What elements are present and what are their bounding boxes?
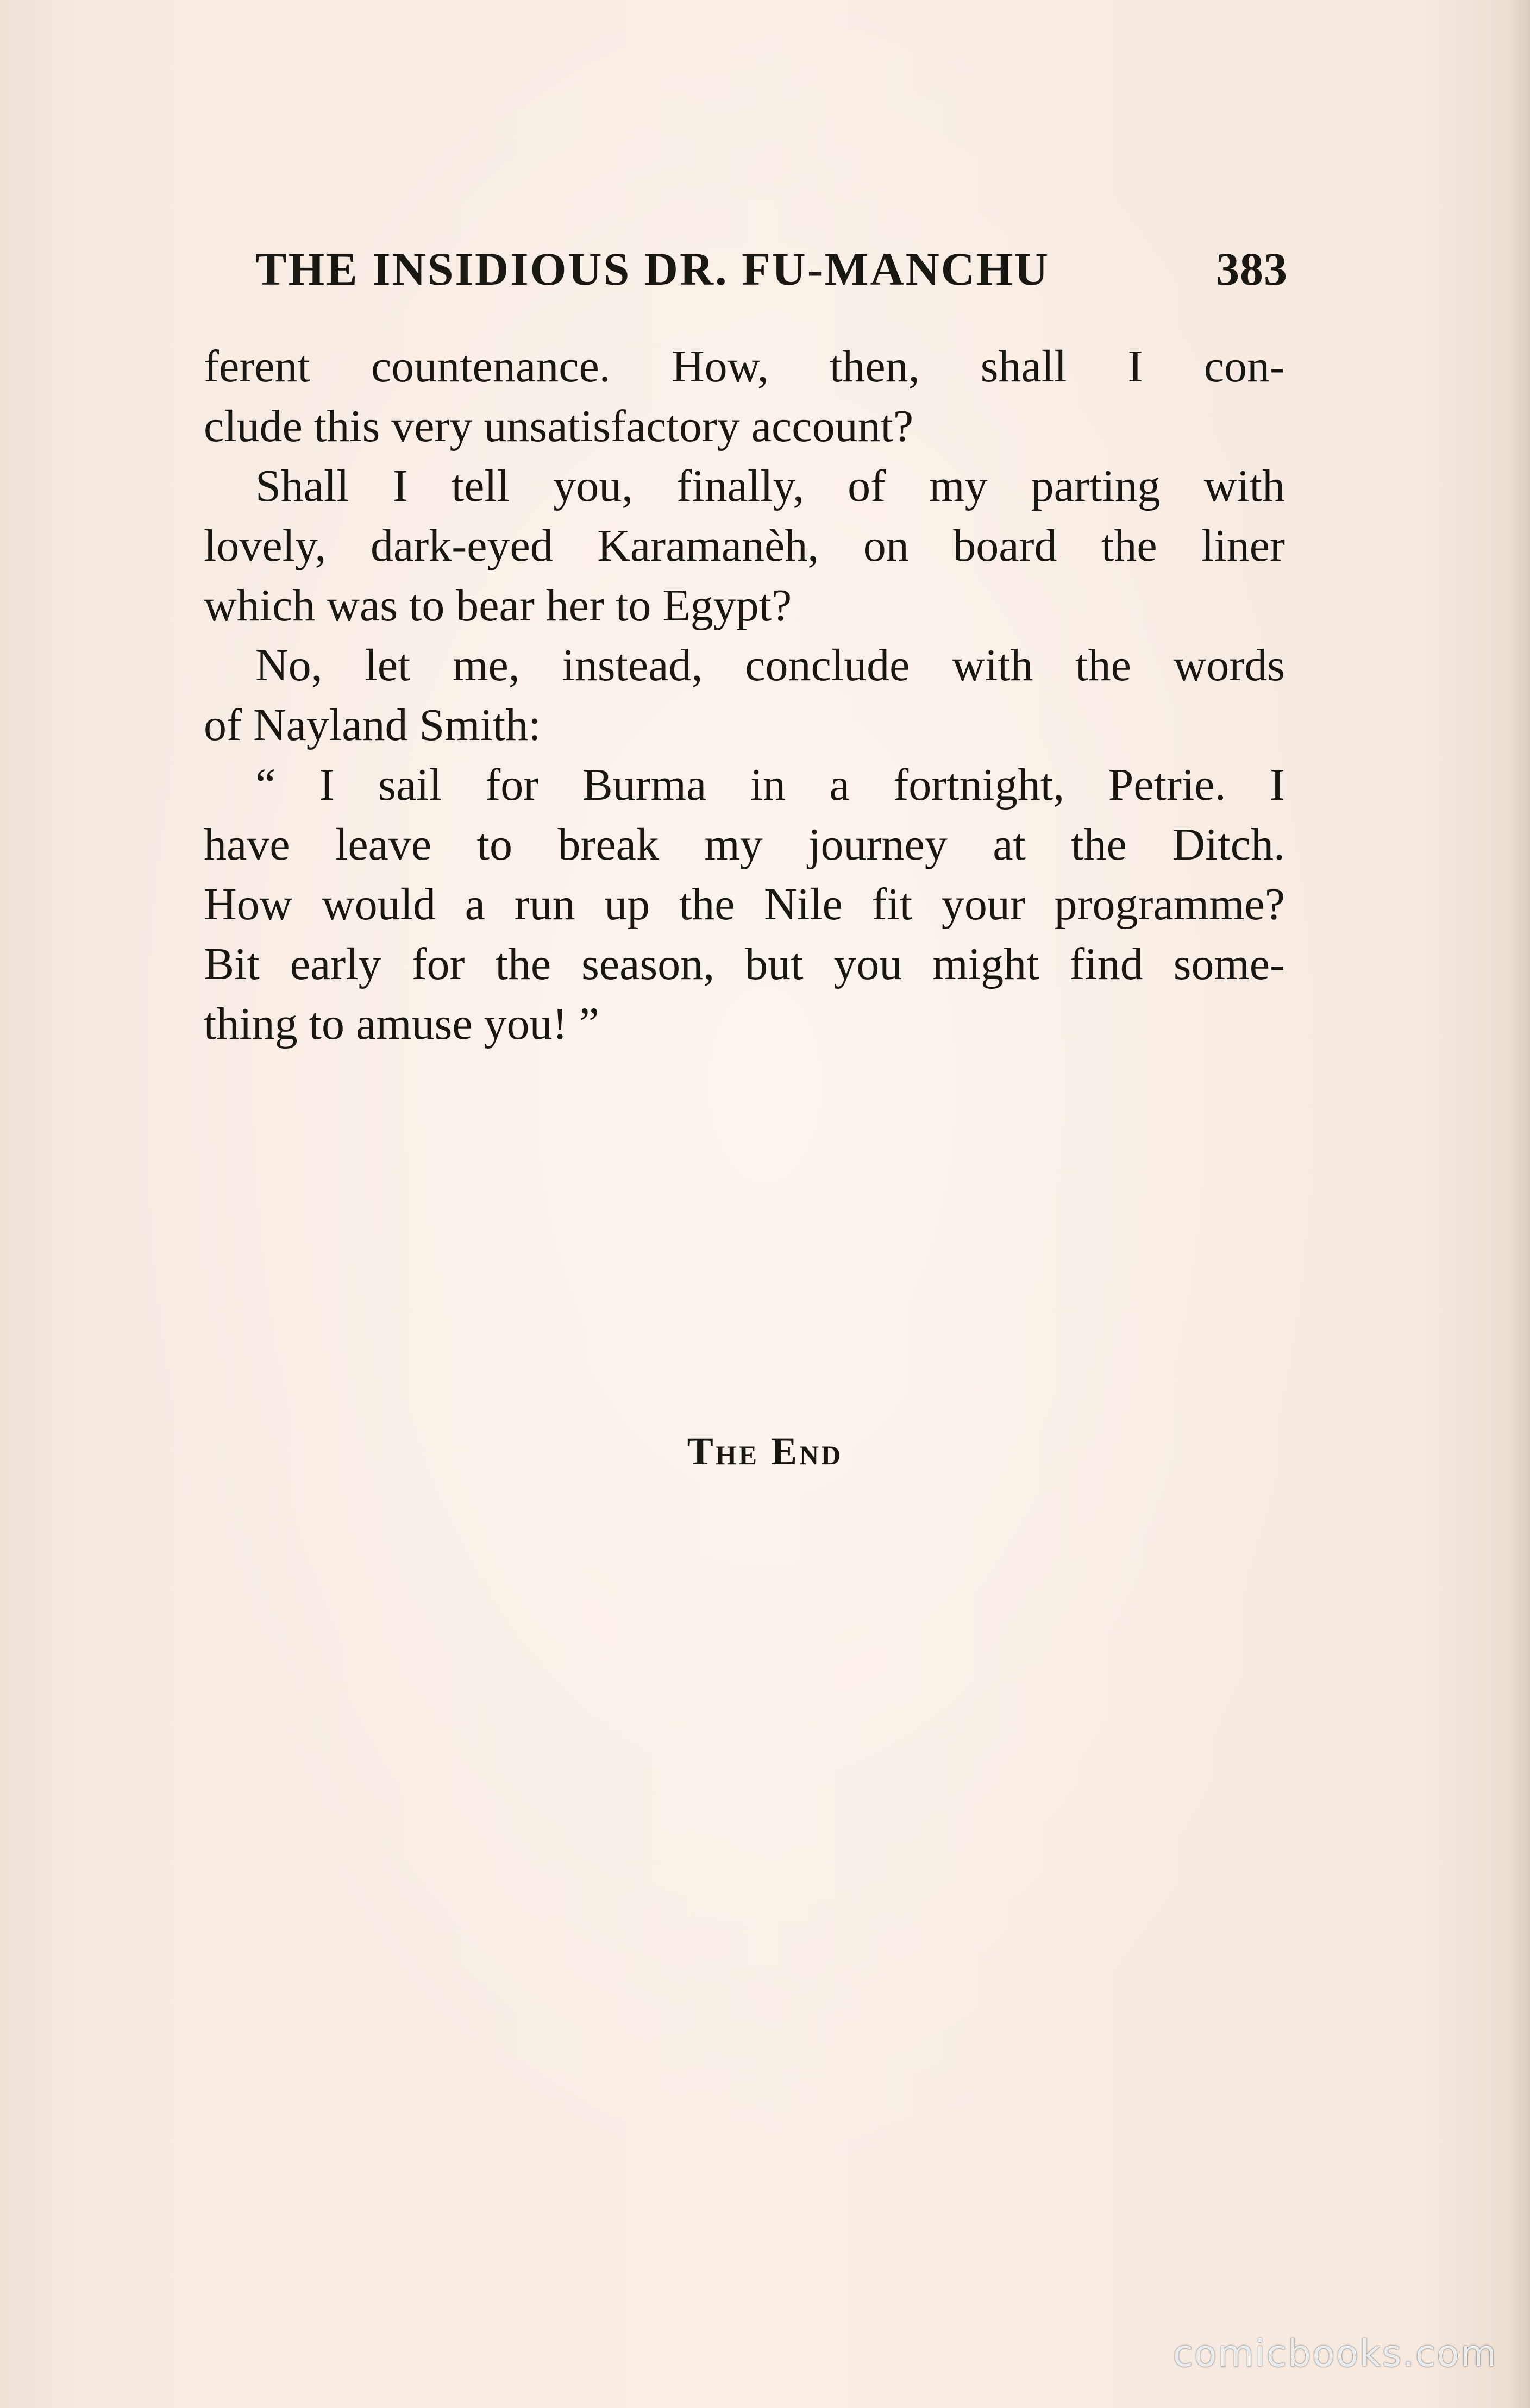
text-line: of Nayland Smith: — [204, 700, 541, 750]
text-line: clude this very unsatisfactory account? — [204, 401, 914, 451]
body-text — [204, 337, 1285, 1054]
text-line: How would a run up the Nile fit your programme? — [204, 879, 1285, 930]
page-edge-shadow — [1508, 0, 1530, 2408]
text-line: which was to bear her to Egypt? — [204, 580, 792, 631]
running-head — [255, 242, 1288, 302]
text-line: Bit early for the season, but you might find some- — [204, 939, 1285, 989]
text-line: ferent countenance. How, then, shall I con- — [204, 341, 1285, 392]
watermark: comicbooks.com — [1172, 2332, 1497, 2375]
text-line: have leave to break my journey at the Ditch. — [204, 819, 1285, 870]
text-line: No, let me, instead, conclude with the words — [255, 640, 1285, 691]
page-number: 383 — [1216, 243, 1288, 295]
text-line: “ I sail for Burma in a fortnight, Petrie. I — [255, 760, 1285, 810]
running-head-title: THE INSIDIOUS DR. FU-MANCHU — [255, 243, 1050, 295]
text-line: lovely, dark-eyed Karamanèh, on board the liner — [204, 521, 1285, 571]
text-line: Shall I tell you, finally, of my parting with — [255, 461, 1285, 511]
the-end-heading: The End — [687, 1429, 843, 1473]
text-line: thing to amuse you! ” — [204, 999, 599, 1049]
